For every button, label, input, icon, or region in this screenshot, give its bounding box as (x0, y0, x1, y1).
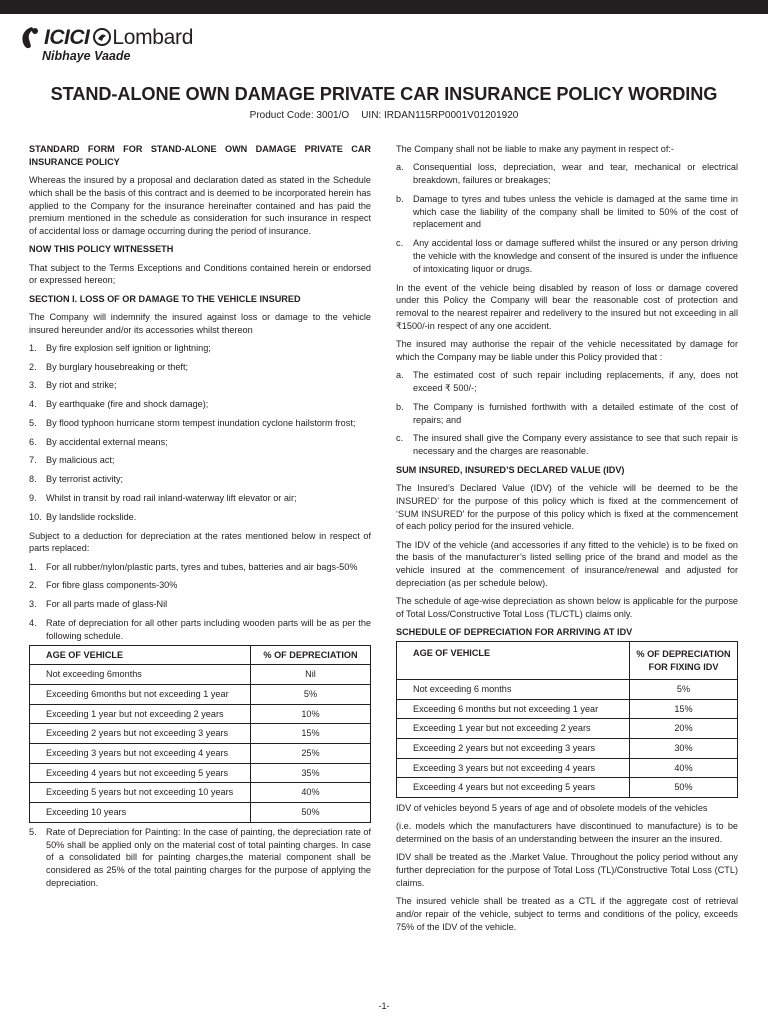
column-header-idv-depreciation (630, 642, 738, 680)
header-line-2: FOR FIXING IDV (648, 661, 719, 672)
column-header-depreciation: % OF DEPRECIATION (251, 645, 371, 665)
list-item (29, 342, 371, 355)
list-marker: 2. (29, 580, 37, 591)
para-schedule: The schedule of age-wise depreciation as shown below is applicable for the purpose of Total Loss/Constructive Total Loss (TL/CTL) claims only. (396, 596, 738, 620)
heading-schedule: SCHEDULE OF DEPRECIATION FOR ARRIVING AT IDV (396, 627, 633, 638)
cell-age: Exceeding 4 years but not exceeding 5 years (397, 778, 630, 798)
table-row (30, 763, 371, 783)
product-code: Product Code: 3001/O (249, 110, 350, 121)
list-item (29, 579, 371, 592)
para-subject: That subject to the Terms Exceptions and Conditions contained herein or endorsed or expressed hereon; (29, 262, 371, 286)
list-marker: 2. (29, 361, 37, 372)
depreciation-table (29, 645, 371, 823)
idv-depreciation-table (396, 641, 738, 798)
list-marker: 5. (29, 826, 37, 837)
list-marker: a. (396, 370, 404, 381)
list-item (29, 417, 371, 430)
painting-list (29, 826, 371, 890)
cell-age: Exceeding 6 months but not exceeding 1 year (397, 699, 630, 719)
list-marker: 3. (29, 380, 37, 391)
table-row (397, 719, 738, 739)
para-not-liable: The Company shall not be liable to make any payment in respect of:- (396, 144, 674, 154)
column-header-age: AGE OF VEHICLE (397, 642, 630, 680)
list-item (29, 454, 371, 467)
cell-age: Exceeding 6months but not exceeding 1 year (30, 685, 251, 705)
table-row (30, 744, 371, 764)
page-number: -1- (378, 1001, 390, 1011)
list-item (396, 237, 738, 275)
lombard-lion-icon (93, 28, 111, 46)
list-text: By flood typhoon hurricane storm tempest inundation cyclone hailstorm frost; (46, 417, 356, 428)
cell-age: Exceeding 1 year but not exceeding 2 years (397, 719, 630, 739)
list-item (396, 369, 738, 395)
list-marker: 1. (29, 342, 37, 353)
list-text: The Company is furnished forthwith with a detailed estimate of the cost of repairs; and (413, 401, 738, 425)
column-header-age: AGE OF VEHICLE (30, 645, 251, 665)
list-item (29, 617, 371, 643)
cell-age: Exceeding 10 years (30, 803, 251, 823)
para-idv-2: The IDV of the vehicle (and accessories if any fitted to the vehicle) is to be fixed on the basis of the manufacturer’s listed selling price of the brand and model as the vehicle insured at the commencement of insurance/renewal and adjusted for depreciation (as per schedule below). (396, 539, 738, 589)
para-ie: (i.e. models which the manufacturers have discontinued to manufacture) is to be determined on the basis of an understanding between the insurer an the insured. (396, 821, 738, 845)
cell-pct: 50% (630, 778, 738, 798)
left-column (29, 143, 371, 896)
company-logo (18, 25, 218, 65)
cell-pct: 25% (251, 744, 371, 764)
icici-swirl-icon (18, 25, 44, 51)
perils-list (29, 342, 371, 524)
depreciation-list (29, 561, 371, 643)
list-text: Consequential loss, depreciation, wear and tear, mechanical or electrical breakdown, failures or breakages; (413, 162, 738, 185)
cell-pct: 40% (251, 783, 371, 803)
list-text: Rate of depreciation for all other parts including wooden parts will be as per the following schedule. (46, 618, 371, 641)
document-title: STAND-ALONE OWN DAMAGE PRIVATE CAR INSURANCE POLICY WORDING (50, 84, 718, 104)
heading-section-1: SECTION I. LOSS OF OR DAMAGE TO THE VEHICLE INSURED (29, 293, 301, 304)
para-indemnify: The Company will indemnify the insured against loss or damage to the vehicle insured hereunder and/or its accessories whilst thereon (29, 311, 371, 335)
cell-pct: 5% (630, 680, 738, 700)
list-item (29, 436, 371, 449)
list-item (29, 598, 371, 611)
table-header-row (30, 645, 371, 665)
para-deduction: Subject to a deduction for depreciation at the rates mentioned below in respect of parts replaced: (29, 530, 371, 554)
cell-age: Exceeding 2 years but not exceeding 3 years (397, 739, 630, 759)
cell-pct: 15% (630, 699, 738, 719)
logo-wordmark (44, 26, 193, 50)
para-beyond: IDV of vehicles beyond 5 years of age and of obsolete models of the vehicles (396, 803, 708, 814)
header-line-1: % OF DEPRECIATION (636, 648, 731, 659)
table-row (397, 778, 738, 798)
para-market: IDV shall be treated as the .Market Value. Throughout the policy period without any further depreciation for the purpose of Total Loss (TL)/Constructive Total Loss (CTL) claims. (396, 852, 738, 888)
logo-icici: ICICI (44, 26, 90, 49)
cell-pct: 35% (251, 763, 371, 783)
list-item (29, 398, 371, 411)
table-row (397, 680, 738, 700)
table-row (30, 724, 371, 744)
list-item (396, 161, 738, 187)
cell-pct: 20% (630, 719, 738, 739)
list-marker: 10. (29, 511, 42, 522)
cell-age: Not exceeding 6months (30, 665, 251, 685)
list-text: By riot and strike; (46, 380, 117, 391)
list-item (29, 511, 371, 524)
cell-age: Not exceeding 6 months (397, 680, 630, 700)
table-row (397, 699, 738, 719)
cell-age: Exceeding 3 years but not exceeding 4 years (30, 744, 251, 764)
list-marker: 3. (29, 599, 37, 610)
list-text: By accidental external means; (46, 436, 168, 447)
list-marker: c. (396, 238, 404, 249)
list-item (29, 492, 371, 505)
cell-pct: 30% (630, 739, 738, 759)
list-text: By terrorist activity; (46, 474, 124, 485)
table-row (30, 685, 371, 705)
list-text: By malicious act; (46, 455, 115, 466)
list-marker: a. (396, 162, 404, 173)
cell-age: Exceeding 3 years but not exceeding 4 years (397, 758, 630, 778)
para-authorise: The insured may authorise the repair of the vehicle necessitated by damage for which the Company may be liable under this Policy provided that : (396, 339, 738, 362)
uin-code: UIN: IRDAN115RP0001V01201920 (361, 110, 519, 121)
list-item (29, 379, 371, 392)
list-marker: 4. (29, 399, 37, 410)
list-text: By landslide rockslide. (46, 511, 137, 522)
cell-age: Exceeding 5 years but not exceeding 10 years (30, 783, 251, 803)
cell-age: Exceeding 2 years but not exceeding 3 years (30, 724, 251, 744)
cell-pct: 15% (251, 724, 371, 744)
cell-pct: 40% (630, 758, 738, 778)
list-text: Any accidental loss or damage suffered whilst the insured or any person driving the vehicle with the knowledge and consent of the insured is under the influence of intoxicating liquor or drugs. (413, 238, 738, 274)
logo-lombard: Lombard (112, 26, 194, 49)
list-item (396, 401, 738, 427)
list-marker: 8. (29, 474, 37, 485)
heading-idv: SUM INSURED, INSURED’S DECLARED VALUE (IDV) (396, 464, 625, 475)
list-marker: 5. (29, 417, 37, 428)
table-row (397, 739, 738, 759)
list-text: Whilst in transit by road rail inland-waterway lift elevator or air; (46, 493, 297, 504)
list-marker: 9. (29, 493, 37, 504)
cell-pct: 5% (251, 685, 371, 705)
cell-age: Exceeding 1 year but not exceeding 2 years (30, 704, 251, 724)
list-text: By earthquake (fire and shock damage); (46, 399, 209, 410)
conditions-list (396, 369, 738, 458)
list-item (29, 361, 371, 374)
list-item (396, 193, 738, 231)
list-item (29, 561, 371, 574)
product-codes (0, 110, 768, 121)
heading-standard-form: STANDARD FORM FOR STAND-ALONE OWN DAMAGE PRIVATE CAR INSURANCE POLICY (29, 144, 371, 167)
top-bar (0, 0, 768, 14)
table-row (30, 704, 371, 724)
list-marker: b. (396, 401, 404, 412)
list-marker: c. (396, 433, 404, 444)
list-item (29, 473, 371, 486)
cell-pct: 10% (251, 704, 371, 724)
list-item (29, 826, 371, 890)
para-disabled: In the event of the vehicle being disabled by reason of loss or damage covered under this Policy the Company will bear the reasonable cost of protection and removal to the nearest repairer and redelivery to the insured but not exceeding in all ₹1500/-in respect of any one accident. (396, 282, 738, 331)
list-text: For all rubber/nylon/plastic parts, tyres and tubes, batteries and air bags-50% (46, 561, 358, 572)
exclusions-list (396, 161, 738, 275)
list-marker: 6. (29, 436, 37, 447)
heading-witnesseth: NOW THIS POLICY WITNESSETH (29, 244, 174, 255)
list-text: Rate of Depreciation for Painting: In the case of painting, the depreciation rate of 50% shall be applied only on the material cost of total painting charges. In case of a consolidated bill for painting charges,the material component shall be considered as 25% of the total painting charges for the purpose of applying the depreciation. (46, 826, 371, 889)
right-column (396, 143, 738, 939)
table-row (30, 665, 371, 685)
list-text: Damage to tyres and tubes unless the vehicle is damaged at the same time in which case the liability of the company shall be limited to 50% of the cost of replacement and (413, 193, 738, 230)
logo-brand (18, 25, 218, 51)
list-text: The insured shall give the Company every assistance to see that such repair is necessary and the charges are reasonable. (413, 433, 738, 457)
list-marker: 7. (29, 455, 37, 466)
para-idv-1: The Insured’s Declared Value (IDV) of the vehicle will be deemed to be the INSURED’ for the purpose of this policy which is fixed at the commencement of ‘SUM INSURED’ for the purpose of this policy which is fixed at the commencement of each policy period for the insured vehicle. (396, 483, 738, 532)
list-text: The estimated cost of such repair including replacements, if any, does not exceed ₹ 500/-; (413, 370, 738, 393)
cell-pct: 50% (251, 803, 371, 823)
table-row (397, 758, 738, 778)
para-ctl: The insured vehicle shall be treated as a CTL if the aggregate cost of retrieval and/or repair of the vehicle, subject to terms and conditions of the policy, exceeds 75% of the IDV of the vehicle. (396, 896, 738, 932)
list-text: For all parts made of glass-Nil (46, 599, 168, 610)
para-whereas: Whereas the insured by a proposal and declaration dated as stated in the Schedule which shall be the basis of this contract and is deemed to be incorporated herein has applied to the Company for the insurance hereinafter contained and has paid the premium mentioned in the schedule as consideration for such insurance in respect of accidental loss or damage occurring during the period of insurance. (29, 174, 371, 237)
list-item (396, 432, 738, 458)
table-header-row (397, 642, 738, 680)
cell-age: Exceeding 4 years but not exceeding 5 years (30, 763, 251, 783)
cell-pct: Nil (251, 665, 371, 685)
table-row (30, 783, 371, 803)
list-marker: b. (396, 193, 404, 204)
list-text: For fibre glass components-30% (46, 580, 178, 591)
list-marker: 1. (29, 561, 37, 572)
list-text: By fire explosion self ignition or lightning; (46, 342, 211, 353)
logo-tagline: Nibhaye Vaade (42, 49, 131, 63)
list-marker: 4. (29, 618, 37, 629)
table-row (30, 803, 371, 823)
list-text: By burglary housebreaking or theft; (46, 361, 189, 372)
